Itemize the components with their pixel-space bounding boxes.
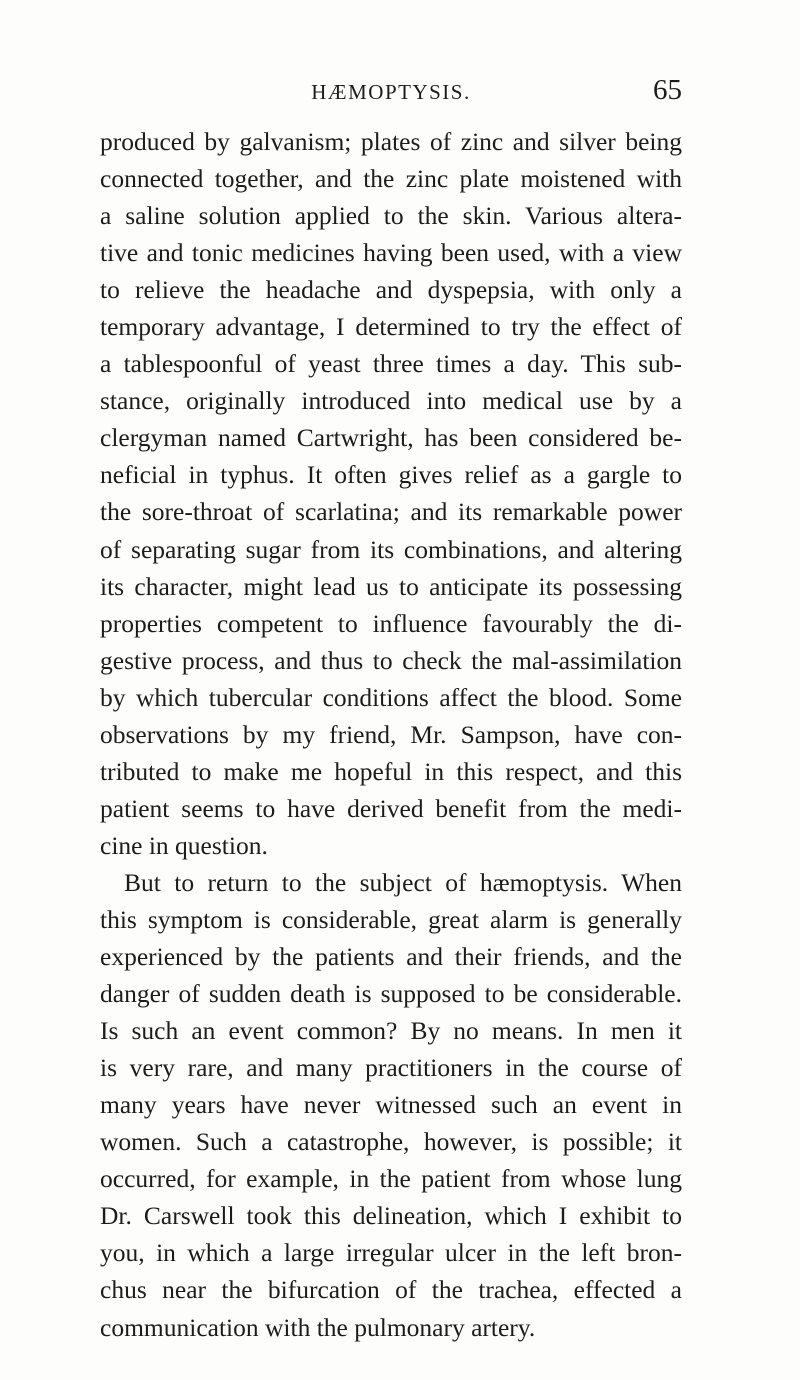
body-text xyxy=(100,123,682,1346)
text-line: patient seems to have derived benefit from the medi- xyxy=(100,793,682,823)
text-line: tive and tonic medicines having been used, with a view xyxy=(100,238,682,268)
text-line: produced by galvanism; plates of zinc and silver being xyxy=(100,127,682,156)
text-line: by which tubercular conditions affect the blood. Some xyxy=(100,682,682,712)
text-line: stance, originally introduced into medical use by a xyxy=(100,386,682,416)
text-line: Is such an event common? By no means. In men it xyxy=(100,1016,682,1046)
text-line: tributed to make me hopeful in this respect, and this xyxy=(100,756,682,786)
text-line: you, in which a large irregular ulcer in the left bron- xyxy=(100,1238,682,1268)
text-line: neficial in typhus. It often gives relief as a gargle to xyxy=(100,460,682,490)
text-line: experienced by the patients and their friends, and the xyxy=(100,942,682,972)
text-line: its character, might lead us to anticipate its possessing xyxy=(100,571,682,601)
text-line: cine in question. xyxy=(100,830,268,860)
text-line: But to return to the subject of hæmoptysis. When xyxy=(124,867,682,897)
text-line: clergyman named Cartwright, has been considered be- xyxy=(100,423,682,453)
text-line: is very rare, and many practitioners in the course of xyxy=(100,1053,682,1083)
text-line: many years have never witnessed such an event in xyxy=(100,1090,682,1120)
text-line: the sore-throat of scarlatina; and its remarkable power xyxy=(100,497,682,527)
running-head xyxy=(100,74,682,112)
text-line: of separating sugar from its combinations, and altering xyxy=(100,534,682,564)
text-line: connected together, and the zinc plate moistened with xyxy=(100,164,682,194)
text-line: a tablespoonful of yeast three times a day. This sub- xyxy=(100,349,682,379)
running-head-title: HÆMOPTYSIS. xyxy=(311,80,471,104)
text-line: temporary advantage, I determined to try the effect of xyxy=(100,312,682,342)
text-line: properties competent to influence favourably the di- xyxy=(100,608,682,638)
page-number: 65 xyxy=(653,74,682,106)
text-line: communication with the pulmonary artery. xyxy=(100,1312,536,1342)
text-line: gestive process, and thus to check the mal-assimilation xyxy=(100,645,682,675)
text-line: danger of sudden death is supposed to be considerable. xyxy=(100,979,682,1009)
text-line: Dr. Carswell took this delineation, which I exhibit to xyxy=(100,1201,682,1231)
text-line: women. Such a catastrophe, however, is possible; it xyxy=(100,1127,682,1157)
text-line: observations by my friend, Mr. Sampson, have con- xyxy=(100,719,682,749)
text-line: a saline solution applied to the skin. Various altera- xyxy=(100,201,682,231)
text-line: this symptom is considerable, great alarm is generally xyxy=(100,904,682,934)
text-line: occurred, for example, in the patient from whose lung xyxy=(100,1164,682,1194)
text-line: to relieve the headache and dyspepsia, with only a xyxy=(100,275,682,305)
text-line: chus near the bifurcation of the trachea, effected a xyxy=(100,1275,682,1305)
